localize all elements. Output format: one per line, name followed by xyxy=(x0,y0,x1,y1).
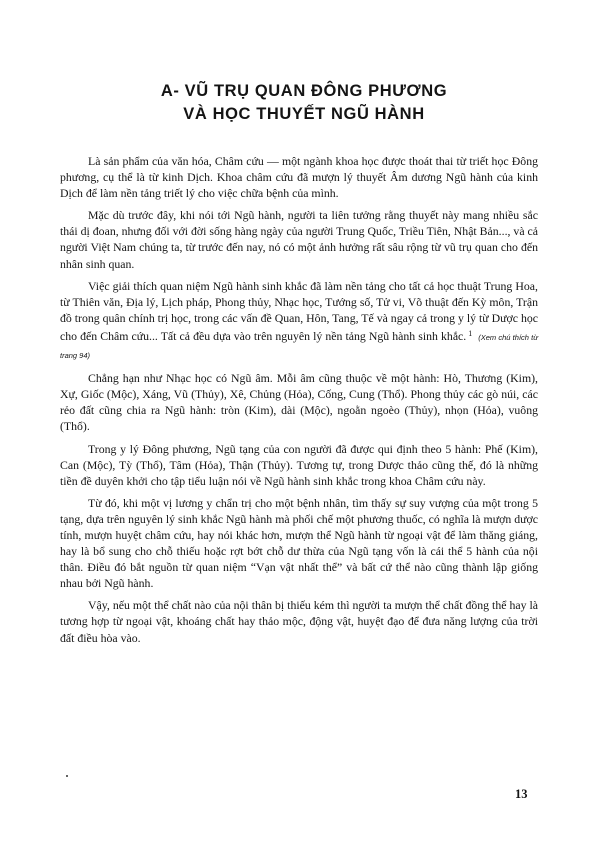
paragraph: Vậy, nếu một thể chất nào của nội thân bị thiếu kém thì người ta mượn thể chất đồng thể hay là tương hợp từ ngoại vật, khoáng chất hay thảo mộc, động vật, huyệt đạo để đưa năng lượng của trời đất điều hòa vào. xyxy=(60,598,538,645)
chapter-title-line-1: A- VŨ TRỤ QUAN ĐÔNG PHƯƠNG xyxy=(160,82,448,100)
chapter-title xyxy=(0,80,600,126)
paragraph-text: Việc giải thích quan niệm Ngũ hành sinh khắc đã làm nền tảng cho tất cả học thuật Trung Hoa, từ Thiên văn, Địa lý, Lịch pháp, Phong thủy, Nhạc học, Tướng số, Tử vi, Võ thuật đến Kỳ môn, Trận đồ trong quân chính trị học, trong các vấn đề Quan, Hôn, Tang, Tế và ngay cả trong y lý từ Dược học cho đến Châm cứu... Tất cả đều dựa vào trên nguyên lý nền tảng Ngũ hành sinh khắc. xyxy=(60,278,538,343)
footnote-marker: 1 xyxy=(468,328,473,338)
body-text xyxy=(60,153,538,652)
paragraph-with-footnote xyxy=(60,278,538,364)
chapter-title-line-2: VÀ HỌC THUYẾT NGŨ HÀNH xyxy=(183,105,425,123)
page-number: 13 xyxy=(515,787,528,801)
paragraph: Từ đó, khi một vị lương y chẩn trị cho một bệnh nhân, tìm thấy sự suy vượng của một trong 5 tạng, dựa trên nguyên lý sinh khắc Ngũ hành mà phối chế một phương thuốc, có nghĩa là mượn dược tính, mượn huyệt châm cứu, hay nói khác hơn, mượn thể Ngũ hành từ ngoại vật để làm thăng giáng, hay là bổ sung cho chỗ thiếu hoặc rợt bớt chỗ dư thừa của Ngũ tạng vốn là cái thể 5 hành của nội thân. Điều đó bắt nguồn từ quan niệm “Vạn vật nhất thể” và bất cứ thể nào cũng thành lập giống nhau bởi Ngũ hành. xyxy=(60,495,538,591)
paragraph: Mặc dù trước đây, khi nói tới Ngũ hành, người ta liên tưởng rằng thuyết này mang nhiều sắc thái dị đoan, nhưng đối với đời sống hàng ngày của người Trung Quốc, Triều Tiên, Nhật Bản..., và cả người Việt Nam chúng ta, từ trước đến nay, nó có một ảnh hưởng rất sâu rộng từ vũ trụ quan cho đến nhân sinh quan. xyxy=(60,208,538,271)
paragraph: Là sản phẩm của văn hóa, Châm cứu — một ngành khoa học được thoát thai từ triết học Đông phương, cụ thể là từ kinh Dịch. Khoa châm cứu đã mượn lý thuyết Âm dương Ngũ hành của kinh Dịch để làm nền tảng triết lý cho việc chữa bệnh của mình. xyxy=(60,154,538,201)
footnote-reference: (Xem chú thích từ trang 94) xyxy=(60,332,538,361)
print-speck xyxy=(66,775,68,777)
paragraph: Trong y lý Đông phương, Ngũ tạng của con người đã được qui định theo 5 hành: Phế (Kim), Can (Mộc), Tỳ (Thổ), Tâm (Hỏa), Thận (Thủy). Tương tự, trong Dược thảo cũng thế, đó là những tiền đề duyên khởi cho tập tiểu luận nói về Ngũ hành sinh khắc trong khoa Châm cứu này. xyxy=(60,441,538,488)
paragraph: Chẳng hạn như Nhạc học có Ngũ âm. Mỗi âm cũng thuộc về một hành: Hò, Thương (Kim), Xự, Giốc (Mộc), Xáng, Vũ (Thủy), Xê, Chủng (Hỏa), Cống, Cung (Thổ). Phong thủy các gò núi, các rẻo đất cũng chia ra Ngũ hành: tròn (Kim), dài (Mộc), ngoằn ngoèo (Thủy), nhọn (Hỏa), vuông (Thổ). xyxy=(60,371,538,434)
